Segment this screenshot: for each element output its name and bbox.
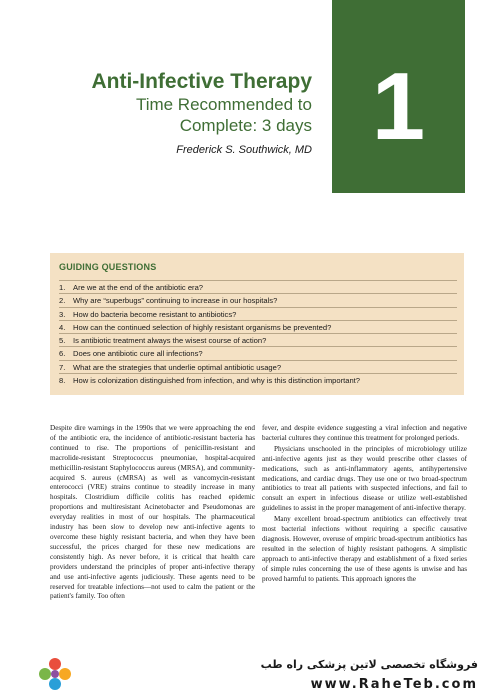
time-recommended-line-2: Complete: 3 days (179, 116, 312, 135)
question-text: Are we at the end of the antibiotic era? (73, 283, 204, 292)
raheteb-logo-icon (34, 653, 76, 695)
question-number: 7. (59, 362, 66, 372)
guiding-question-item (59, 307, 457, 320)
watermark-url: www.RaheTeb.com (310, 677, 478, 692)
chapter-title-block (91, 70, 312, 156)
guiding-question-item (59, 360, 457, 373)
chapter-number-box (332, 0, 465, 193)
body-paragraph: fever, and despite evidence suggesting a viral infection and negative bacterial cultures they continue this treatment for prolonged periods. (262, 424, 467, 442)
question-number: 2. (59, 296, 66, 306)
question-number: 3. (59, 309, 66, 319)
body-column-right (262, 424, 467, 585)
question-number: 6. (59, 349, 66, 359)
guiding-question-item (59, 280, 457, 293)
body-column-left (50, 424, 255, 602)
guiding-question-item (59, 373, 457, 386)
chapter-number: 1 (371, 52, 426, 160)
question-text: Why are “superbugs” continuing to increase in our hospitals? (73, 296, 278, 306)
question-number: 4. (59, 322, 66, 332)
question-text: How do bacteria become resistant to antibiotics? (73, 309, 237, 319)
watermark-persian-text: فروشگاه تخصصی لاتین پزشکی راه طب (260, 658, 478, 671)
question-text: Is antibiotic treatment always the wisest course of action? (73, 336, 267, 346)
question-number: 1. (59, 283, 66, 292)
body-paragraph: Physicians unschooled in the principles of microbiology utilize anti-infective agents just as they would prescribe other classes of medications, such as anti-inflammatory agents, antihypertensive medications, and cardiac drugs. They use one or two broad-spectrum antibiotics to treat all patients with suspected infections, and fail to consult an expert in infectious disease or utilize well-established guidelines to assist in the proper management of anti-infective therapy. (262, 444, 467, 513)
body-paragraph: Many excellent broad-spectrum antibiotics can effectively treat most bacterial infections without requiring a specific causative diagnosis. However, overuse of empiric broad-spectrum antibiotics has resulted in the selection of highly resistant pathogens. A simplistic approach to anti-infective therapy and establishment of a fixed series of simple rules concerning the use of these agents is unwise and has proved harmful to patients. This approach ignores the (262, 515, 467, 583)
watermark-footer (0, 648, 500, 700)
chapter-title: Anti-Infective Therapy (91, 70, 312, 93)
question-number: 5. (59, 336, 66, 346)
question-text: How can the continued selection of highly resistant organisms be prevented? (73, 322, 332, 332)
question-text: How is colonization distinguished from infection, and why is this distinction important? (73, 376, 361, 386)
guiding-questions-heading: GUIDING QUESTIONS (59, 262, 157, 272)
question-number: 8. (59, 376, 66, 386)
chapter-author: Frederick S. Southwick, MD (176, 144, 312, 156)
guiding-question-item (59, 333, 457, 346)
guiding-question-item (59, 293, 457, 306)
time-recommended-line-1: Time Recommended to (135, 95, 312, 114)
guiding-questions-box (50, 253, 464, 395)
guiding-questions-list (59, 280, 457, 386)
guiding-question-item (59, 346, 457, 359)
body-paragraph: Despite dire warnings in the 1990s that we were approaching the end of the antibiotic era, the incidence of antibiotic-resistant bacteria has continued to rise. The proportions of penicillin-resistant and macrolide-resistant Streptococcus pneumoniae, hospital-acquired methicillin-resistant Staphylococcus aureus (MRSA), and community-acquired S. aureus (cMRSA) as well as vancomycin-resistant enterococci (VRE) strains continue to steadily increase in many hospitals. Clostridium difficile colitis has reached epidemic proportions and multiresistant Acinetobacter and Pseudomonas are everyday realities in most of our hospitals. The pharmaceutical industry has been slow to develop new anti-infective agents to overcome these highly resistant bacteria, and when they have been successful, the prices charged for these new medications are consistently high. As never before, it is critical that health care providers understand the principles of proper anti-infective therapy and use anti-infective agents judiciously. These agents need to be reserved for treatable infections—not used to calm the patient or the patient's family. Too often (50, 424, 255, 601)
question-text: Does one antibiotic cure all infections? (73, 349, 203, 359)
question-text: What are the strategies that underlie optimal antibiotic usage? (73, 362, 282, 372)
guiding-question-item (59, 320, 457, 333)
